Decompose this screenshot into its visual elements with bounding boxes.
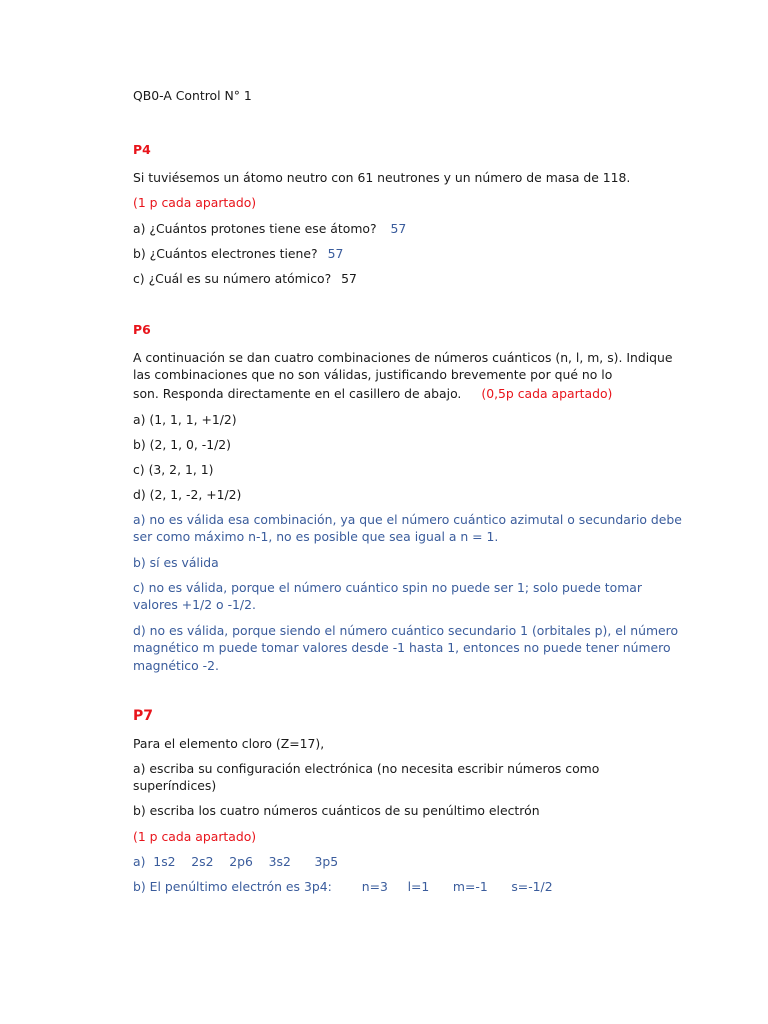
p6-answer-b: b) sí es válida xyxy=(133,555,219,570)
p6-answer-a-line-1: a) no es válida esa combinación, ya que el número cuántico azimutal o secundario debe xyxy=(133,512,682,527)
p6-answer-c-line-1: c) no es válida, porque el número cuántico spin no puede ser 1; solo puede tomar xyxy=(133,580,642,595)
p6-option-d: d) (2, 1, -2, +1/2) xyxy=(133,487,242,502)
p6-answer-d-line-1: d) no es válida, porque siendo el número cuántico secundario 1 (orbitales p), el número xyxy=(133,623,679,638)
p6-answer-d-line-2: magnético m puede tomar valores desde -1 hasta 1, entonces no puede tener número xyxy=(133,640,671,655)
p6-option-b: b) (2, 1, 0, -1/2) xyxy=(133,437,231,452)
p7-question-a-line-1: a) escriba su configuración electrónica (no necesita escribir números como xyxy=(133,761,600,776)
p6-statement-line-2: las combinaciones que no son válidas, justificando brevemente por qué no lo xyxy=(133,367,613,382)
p7-answer-a: a) 1s2 2s2 2p6 3s2 3p5 xyxy=(133,854,339,869)
p6-answer-d-line-3: magnético -2. xyxy=(133,658,219,673)
problem-p4-label: P4 xyxy=(133,142,151,157)
p4-statement: Si tuviésemos un átomo neutro con 61 neutrones y un número de masa de 118. xyxy=(133,170,631,185)
p4-points: (1 p cada apartado) xyxy=(133,195,257,210)
p7-answer-b xyxy=(133,878,553,895)
p4-answer-c: 57 xyxy=(341,271,357,286)
p4-question-c-text: c) ¿Cuál es su número atómico? xyxy=(133,271,332,286)
p4-answer-b: 57 xyxy=(327,246,344,261)
p6-option-c: c) (3, 2, 1, 1) xyxy=(133,462,214,477)
p7-answer-b-values: n=3 l=1 m=-1 s=-1/2 xyxy=(361,879,553,894)
p4-question-c xyxy=(133,270,357,287)
problem-p6-label: P6 xyxy=(133,322,151,337)
p6-answer-c-line-2: valores +1/2 o -1/2. xyxy=(133,597,256,612)
p4-answer-a: 57 xyxy=(390,221,407,236)
p6-statement-line-3 xyxy=(133,385,612,402)
p6-statement-line-3-text: son. Responda directamente en el casillero de abajo. xyxy=(133,386,462,401)
p4-question-a-text: a) ¿Cuántos protones tiene ese átomo? xyxy=(133,221,377,236)
p6-points: (0,5p cada apartado) xyxy=(481,386,613,401)
p7-question-a-line-2: superíndices) xyxy=(133,778,217,793)
p4-question-b-text: b) ¿Cuántos electrones tiene? xyxy=(133,246,318,261)
p6-statement-line-1: A continuación se dan cuatro combinaciones de números cuánticos (n, l, m, s). Indique xyxy=(133,350,673,365)
p7-question-b: b) escriba los cuatro números cuánticos de su penúltimo electrón xyxy=(133,803,540,818)
p6-option-a: a) (1, 1, 1, +1/2) xyxy=(133,412,237,427)
document-header: QB0-A Control N° 1 xyxy=(133,88,252,103)
p7-answer-b-prefix: b) El penúltimo electrón es 3p4: xyxy=(133,879,332,894)
p4-question-b xyxy=(133,245,343,262)
p6-answer-a-line-2: ser como máximo n-1, no es posible que sea igual a n = 1. xyxy=(133,529,499,544)
problem-p7-label: P7 xyxy=(133,708,154,724)
p4-question-a xyxy=(133,220,406,237)
p7-points: (1 p cada apartado) xyxy=(133,829,257,844)
p7-statement: Para el elemento cloro (Z=17), xyxy=(133,736,325,751)
